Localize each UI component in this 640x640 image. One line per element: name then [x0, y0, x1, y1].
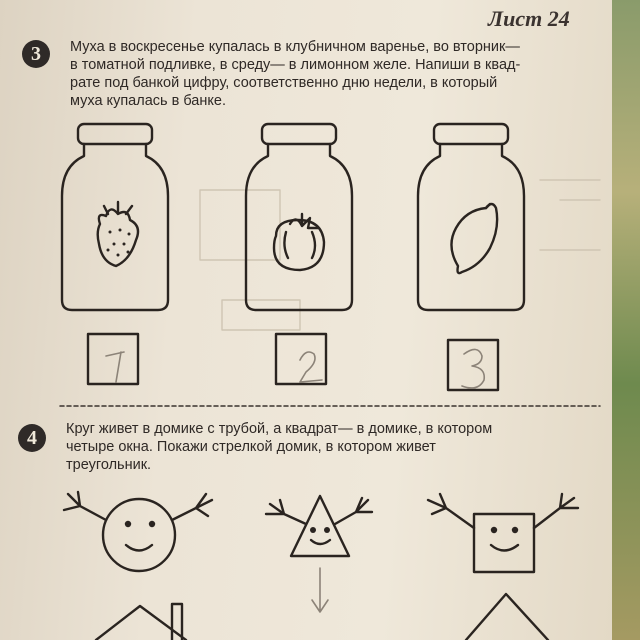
square-character [428, 494, 578, 572]
handwritten-answer-3 [462, 349, 484, 388]
task-3-number: 3 [22, 40, 50, 68]
circle-character [64, 492, 212, 571]
handwritten-answer-2 [300, 352, 322, 382]
task-4-line: Круг живет в домике с трубой, а квадрат— в домике, в котором [66, 421, 493, 437]
jar-lid [434, 124, 508, 144]
jar-body [62, 144, 168, 310]
triangle-character [266, 496, 372, 612]
tomato-icon [274, 214, 324, 270]
jar-body [246, 144, 352, 310]
jar-tomato [246, 124, 352, 310]
lemon-icon [451, 204, 497, 273]
house-with-chimney [96, 604, 186, 640]
sheet-title: Лист 24 [488, 6, 570, 31]
background-print [200, 180, 600, 330]
task-4-text [66, 420, 492, 474]
handwritten-answer-7 [106, 352, 124, 382]
jar-lid [262, 124, 336, 144]
task-3-line: в томатной подливке, в среду— в лимонном желе. Напиши в квад- [70, 57, 521, 73]
jar-strawberry [62, 124, 168, 310]
jar-lid [78, 124, 152, 144]
strawberry-icon [98, 202, 138, 266]
answer-box-2[interactable] [276, 334, 326, 384]
jar-lemon [418, 124, 524, 310]
task-4-line: четыре окна. Покажи стрелкой домик, в котором живет [66, 439, 436, 455]
task-3-line: рате под банкой цифру, соответственно дню недели, в который [70, 75, 498, 91]
task-4-number: 4 [18, 424, 46, 452]
house-right [466, 594, 548, 640]
task-3-line: муха купалась в банке. [70, 93, 226, 109]
background-edge [612, 0, 640, 640]
jar-body [418, 144, 524, 310]
answer-box-1[interactable] [88, 334, 138, 384]
drawn-arrow [312, 568, 328, 612]
answer-box-3[interactable] [448, 340, 498, 390]
task-3-line: Муха в воскресенье купалась в клубничном варенье, во вторник— [70, 39, 520, 55]
task-4-line: треугольник. [66, 457, 152, 473]
